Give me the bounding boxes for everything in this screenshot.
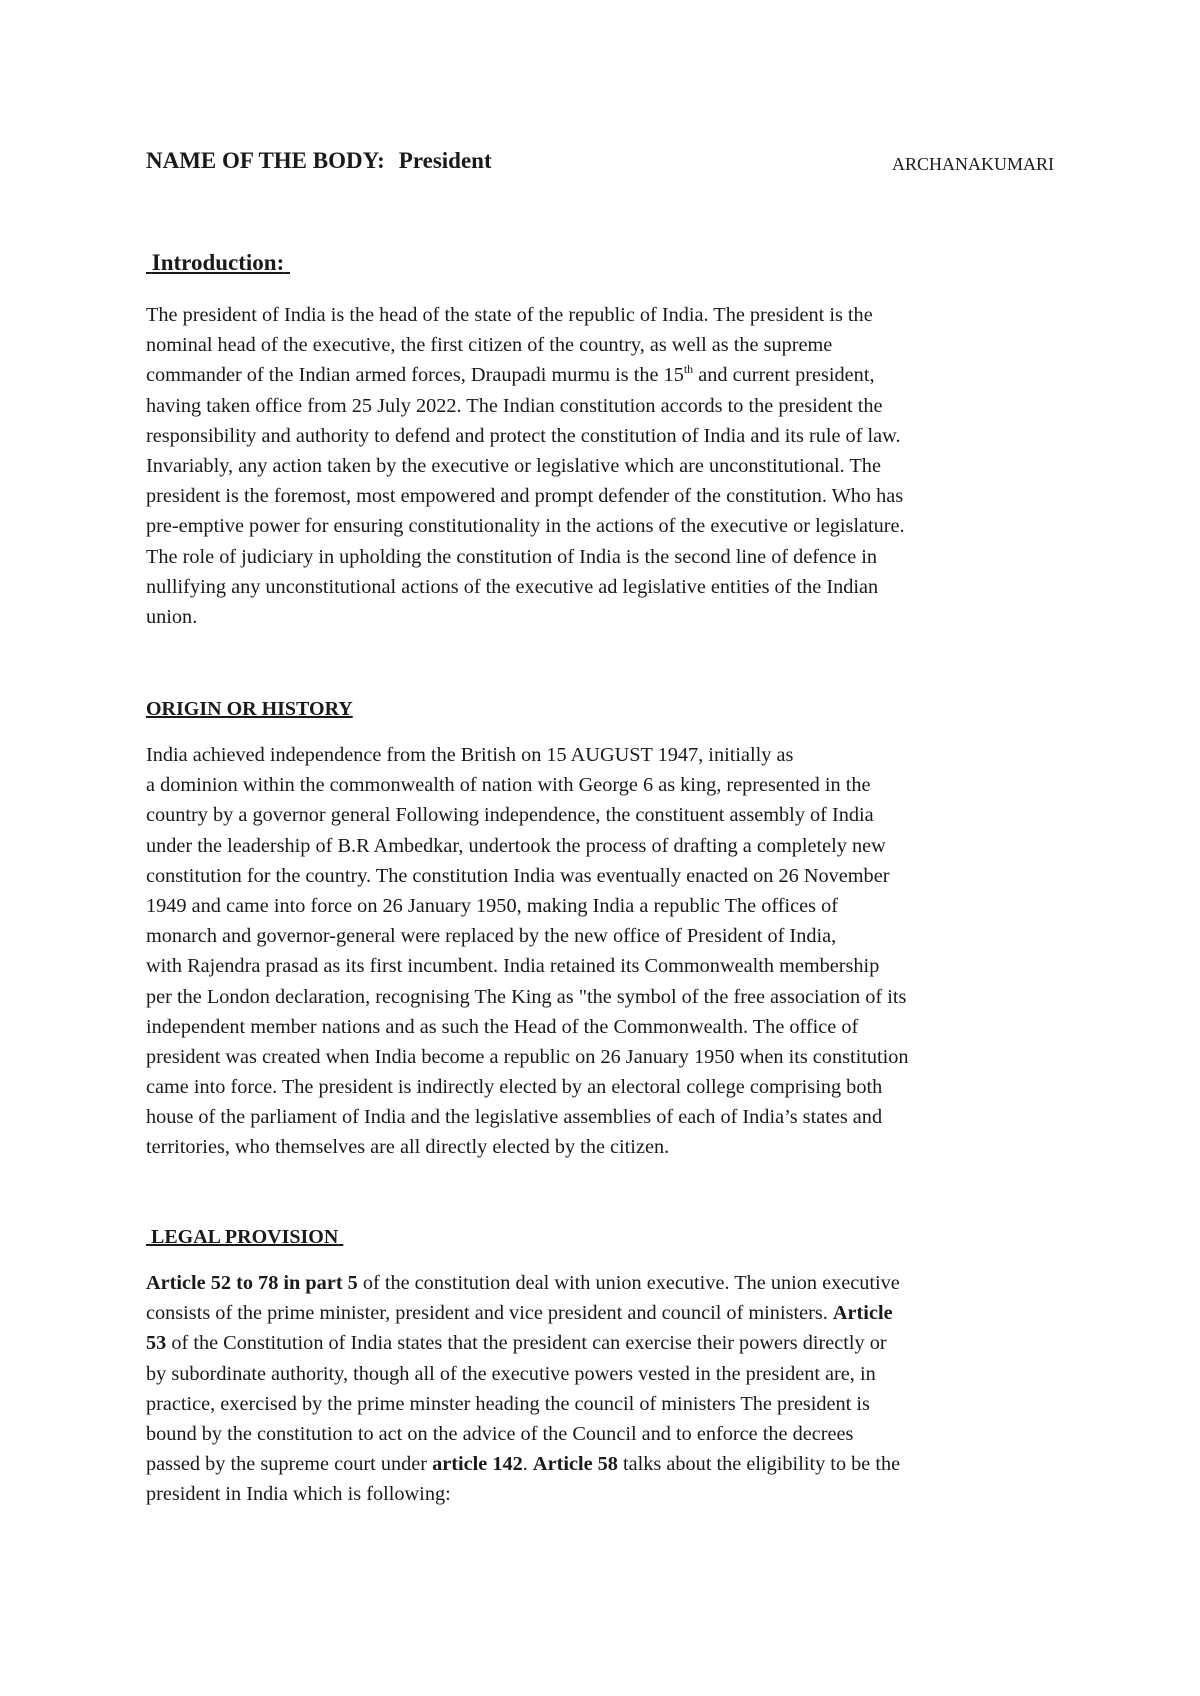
paragraph-line: bound by the constitution to act on the advice of the Council and to enforce the decrees (146, 1422, 854, 1445)
legal-provision-paragraph (146, 1268, 900, 1510)
ordinal-suffix: th (683, 362, 694, 377)
body-name: President (398, 148, 492, 173)
paragraph-line: nominal head of the executive, the first citizen of the country, as well as the supreme (146, 334, 833, 357)
paragraph-line: consists of the prime minister, president and vice president and council of ministers. Article (146, 1302, 893, 1325)
paragraph-line: per the London declaration, recognising The King as "the symbol of the free association of its (146, 985, 907, 1008)
paragraph-line: president is the foremost, most empowered and prompt defender of the constitution. Who has (146, 485, 904, 508)
paragraph-line: constitution for the country. The constitution India was eventually enacted on 26 November (146, 864, 890, 887)
legal-provision-heading: LEGAL PROVISION (151, 1226, 339, 1248)
paragraph-line: monarch and governor-general were replaced by the new office of President of India, (146, 925, 837, 948)
paragraph-line: by subordinate authority, though all of the executive powers vested in the president are, in (146, 1362, 876, 1385)
article-reference: 53 (146, 1332, 167, 1355)
introduction-heading: Introduction: (151, 250, 285, 275)
paragraph-line: responsibility and authority to defend and protect the constitution of India and its rule of law. (146, 424, 901, 447)
paragraph-line: The president of India is the head of the state of the republic of India. The president is the (146, 304, 873, 326)
paragraph-line: 1949 and came into force on 26 January 1950, making India a republic The offices of (146, 894, 838, 917)
body-label: NAME OF THE BODY: (146, 148, 385, 173)
document-header (146, 148, 1058, 182)
paragraph-line: with Rajendra prasad as its first incumbent. India retained its Commonwealth membership (146, 955, 880, 978)
paragraph-line: practice, exercised by the prime minster heading the council of ministers The president is (146, 1392, 870, 1415)
introduction-paragraph (146, 300, 905, 632)
article-reference: article 142 (432, 1453, 523, 1476)
paragraph-line: commander of the Indian armed forces, Draupadi murmu is the 15th and current president, (146, 362, 875, 387)
article-reference: Article (832, 1302, 893, 1325)
paragraph-line: territories, who themselves are all directly elected by the citizen. (146, 1136, 670, 1159)
paragraph-line: The role of judiciary in upholding the constitution of India is the second line of defence in (146, 545, 878, 568)
article-reference: Article 52 to 78 in part 5 (146, 1272, 358, 1294)
body-title (146, 148, 492, 174)
paragraph-line: under the leadership of B.R Ambedkar, undertook the process of drafting a completely new (146, 834, 886, 857)
paragraph-line: country by a governor general Following independence, the constituent assembly of India (146, 804, 874, 827)
paragraph-line: president in India which is following: (146, 1483, 451, 1506)
paragraph-line: pre-emptive power for ensuring constitutionality in the actions of the executive or legislature. (146, 515, 905, 538)
paragraph-line: president was created when India become a republic on 26 January 1950 when its constitution (146, 1045, 909, 1068)
paragraph-line: union. (146, 605, 198, 628)
paragraph-line: India achieved independence from the British on 15 AUGUST 1947, initially as (146, 744, 794, 766)
paragraph-line: independent member nations and as such the Head of the Commonwealth. The office of (146, 1015, 859, 1038)
paragraph-line: having taken office from 25 July 2022. The Indian constitution accords to the president the (146, 394, 883, 417)
author-name: ARCHANAKUMARI (891, 154, 1054, 174)
paragraph-line: Invariably, any action taken by the executive or legislative which are unconstitutional. The (146, 454, 881, 477)
paragraph-line: nullifying any unconstitutional actions of the executive ad legislative entities of the Indian (146, 575, 879, 598)
paragraph-line: passed by the supreme court under article 142. Article 58 talks about the eligibility to be the (146, 1453, 901, 1476)
origin-heading: ORIGIN OR HISTORY (146, 698, 353, 720)
paragraph-line: Article 52 to 78 in part 5 of the constitution deal with union executive. The union executive (146, 1272, 900, 1294)
article-reference: Article 58 (532, 1453, 618, 1476)
paragraph-line: a dominion within the commonwealth of nation with George 6 as king, represented in the (146, 774, 871, 797)
paragraph-line: house of the parliament of India and the legislative assemblies of each of India’s states and (146, 1106, 883, 1129)
origin-paragraph (146, 740, 909, 1163)
paragraph-line: came into force. The president is indirectly elected by an electoral college comprising both (146, 1076, 883, 1099)
paragraph-line: 53 of the Constitution of India states that the president can exercise their powers directly or (146, 1332, 887, 1355)
